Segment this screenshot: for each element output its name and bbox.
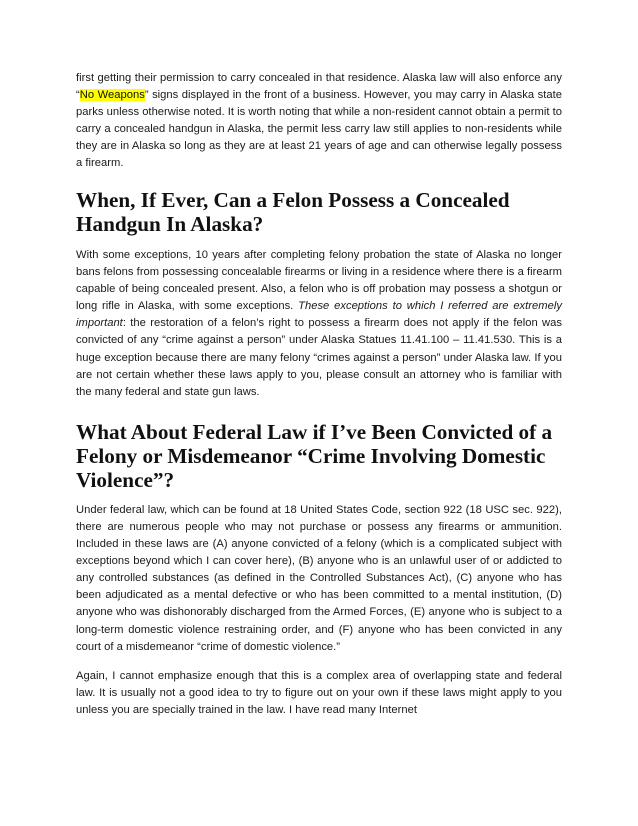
paragraph-complex-area: Again, I cannot emphasize enough that this is a complex area of overlapping state and federal law. It is usually not a good idea to try to figure out on your own if these laws might apply to you unless you are specially trained in the law. I have read many Internet xyxy=(76,669,562,716)
heading-federal-law: What About Federal Law if I’ve Been Convicted of a Felony or Misdemeanor “Crime Involving Domestic Violence”? xyxy=(76,419,553,492)
paragraph-2-before: With some exceptions, 10 years after completing felony probation the state of Alaska no longer bans felons from possessing concealable firearms or living in a residence where there is a firearm capable of being concealed present. Also, a felon who is off probation may possess a shotgun or long rifle in Alaska, with some exceptions. xyxy=(76,249,562,313)
heading-felon-concealed-handgun: When, If Ever, Can a Felon Possess a Concealed Handgun In Alaska? xyxy=(76,188,510,236)
document-page xyxy=(76,70,562,719)
paragraph-no-weapons xyxy=(76,70,562,172)
paragraph-felon-exceptions xyxy=(76,247,562,401)
paragraph-2-after: : the restoration of a felon’s right to possess a firearm does not apply if the felon was convicted of any “crime against a person” under Alaska Statues 11.41.100 – 11.41.530. This is a huge exception because there are many felony “crimes against a person” under Alaska law. If you are not certain whether these laws apply to you, please consult an attorney who is familiar with the many federal and state gun laws. xyxy=(76,317,562,398)
paragraph-1-after: ” signs displayed in the front of a business. However, you may carry in Alaska state parks unless otherwise noted. It is worth noting that while a non-resident cannot obtain a permit to carry a concealed handgun in Alaska, the permit less carry law still applies to non-residents while they are in Alaska so long as they are at least 21 years of age and can otherwise legally possess a firearm. xyxy=(76,89,563,170)
no-weapons-highlight: No Weapons xyxy=(79,89,145,102)
paragraph-federal-prohibitions: Under federal law, which can be found at 18 United States Code, section 922 (18 USC sec. 922), there are numerous people who may not purchase or possess any firearms or ammunition. Included in these laws are (A) anyone convicted of a felony (which is a complicated subject with exceptions beyond which I can cover here), (B) anyone who is an unlawful user of or addicted to any controlled substances (as defined in the Controlled Substances Act), (C) anyone who has been adjudicated as a mental defective or who has been committed to a mental institution, (D) anyone who was dishonorably discharged from the Armed Forces, (E) anyone who is subject to a long-term domestic violence restraining order, and (F) anyone who has been convicted in any court of a misdemeanor “crime of domestic violence.” xyxy=(76,503,562,653)
exceptions-italic-text: These exceptions to which I referred are extremely important xyxy=(76,300,562,330)
paragraph-1-before: first getting their permission to carry concealed in that residence. Alaska law will also enforce any “ xyxy=(76,72,562,102)
